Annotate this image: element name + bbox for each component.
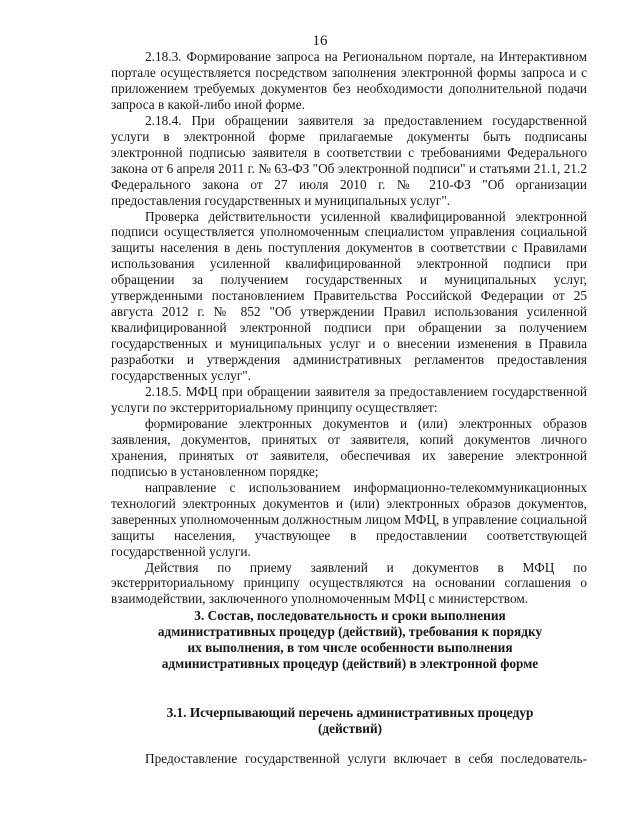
body-text <box>111 49 587 607</box>
paragraph-extraterritorial-actions: Действия по приему заявлений и документов в МФЦ по экстерриториальному принципу осуществляются на основании соглашения о взаимодействии, заключенного уполномоченным МФЦ с министерством. <box>111 559 587 607</box>
paragraph-forming-documents: формирование электронных документов и (или) электронных образов заявления, документов, принятых от заявителя, копий документов личного хранения, принятых от заявителя, обеспечивая их заверение электронной подписью в установленном порядке; <box>111 415 587 479</box>
paragraph-sending-documents: направление с использованием информационно-телекоммуникационных технологий электронных документов и (или) электронных образов документов, заверенных уполномоченным должностным лицом МФЦ, в управление социальной защиты населения, участвующее в предоставлении соответствующей государственной услуги. <box>111 479 587 559</box>
section-3-1-heading: 3.1. Исчерпывающий перечень административных процедур (действий) <box>166 705 534 736</box>
paragraph-2-18-4: 2.18.4. При обращении заявителя за предоставлением государственной услуги в электронной форме прилагаемые документы быть подписаны электронной подписью заявителя в соответствии с требованиями Федерального закона от 6 апреля 2011 г. № 63-ФЗ "Об электронной подписи" и статьями 21.1, 21.2 Федерального закона от 27 июля 2010 г. № 210-ФЗ "Об организации предоставления государственных и муниципальных услуг". <box>111 112 587 208</box>
paragraph-2-18-3: 2.18.3. Формирование запроса на Региональном портале, на Интерактивном портале осуществляется посредством заполнения электронной формы запроса и с приложением требуемых документов без необходимости дополнительной подачи запроса в какой-либо иной форме. <box>111 49 587 112</box>
page-number: 16 <box>312 33 328 49</box>
section-3-heading: 3. Состав, последовательность и сроки выполнения административных процедур (действий), требования к порядку их выполнения, в том числе особенности выполнения административных процедур (действий) в электронной форме <box>157 608 543 671</box>
paragraph-2-18-5: 2.18.5. МФЦ при обращении заявителя за предоставлением государственной услуги по экстерриториальному принципу осуществляет: <box>111 384 587 415</box>
paragraph-signature-check: Проверка действительности усиленной квалифицированной электронной подписи осуществляется уполномоченным специалистом управления социальной защиты населения в день поступления документов в соответствии с Правилами использования усиленной квалифицированной электронной подписи при обращении за получением государственных и муниципальных услуг, утвержденными постановлением Правительства Российской Федерации от 25 августа 2012 г. № 852 "Об утверждении Правил использования усиленной квалифицированной электронной подписи при обращении за получением государственных и муниципальных услуг и о внесении изменения в Правила разработки и утверждения административных регламентов предоставления государственных услуг". <box>111 208 587 384</box>
paragraph-last-line: Предоставление государственной услуги включает в себя последователь- <box>145 751 587 766</box>
